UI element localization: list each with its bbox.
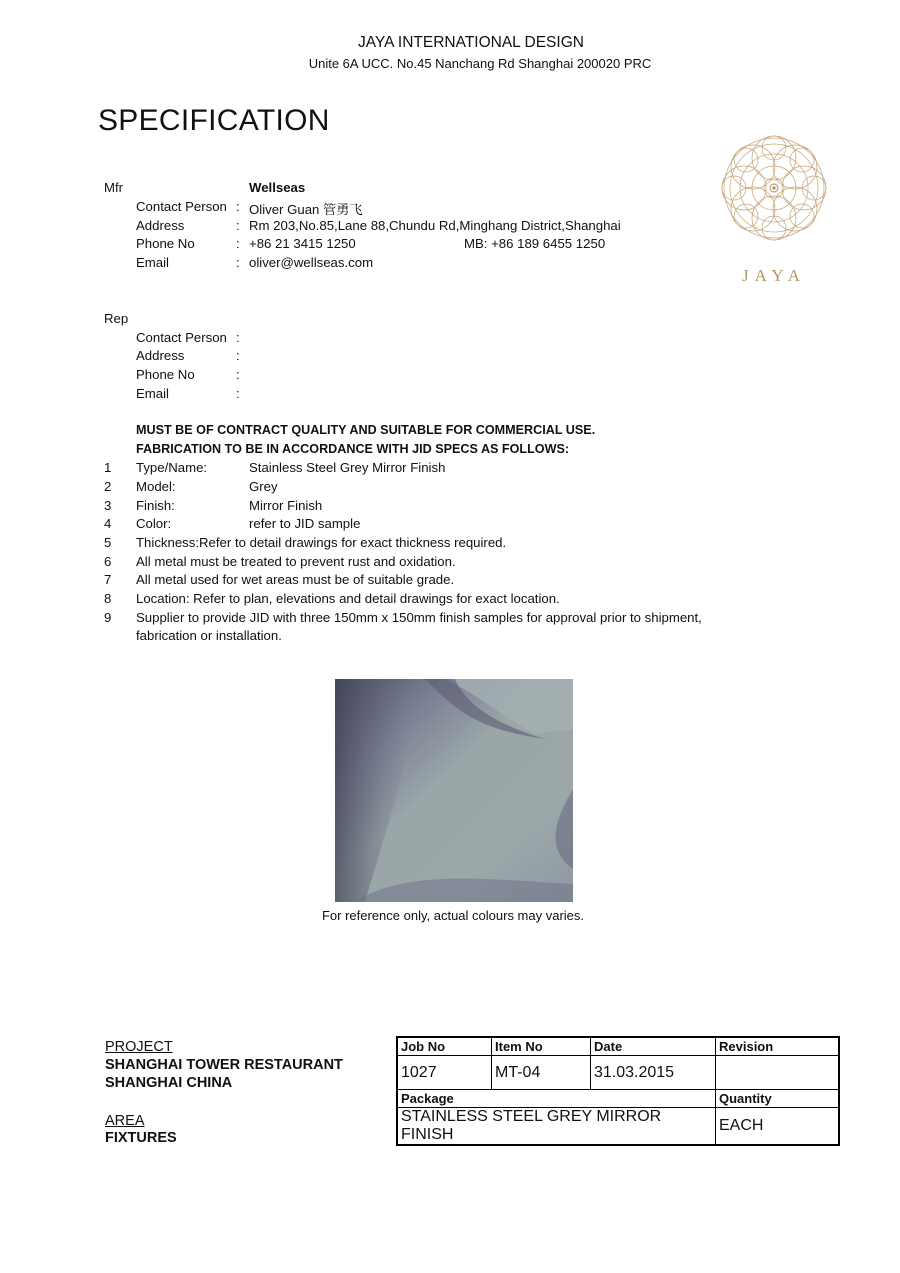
spec-text-continued: fabrication or installation. [136, 628, 282, 643]
rep-sep: : [236, 386, 240, 401]
job-no-value: 1027 [397, 1056, 492, 1090]
spec-number: 9 [104, 610, 112, 625]
notice-line-1: MUST BE OF CONTRACT QUALITY AND SUITABLE FOR COMMERCIAL USE. [136, 423, 596, 437]
spec-label: Color: [136, 516, 172, 531]
mfr-sep: : [236, 255, 240, 270]
project-name: SHANGHAI TOWER RESTAURANT [105, 1057, 343, 1073]
item-no-value: MT-04 [492, 1056, 591, 1090]
mfr-sep: : [236, 236, 240, 251]
mfr-sep: : [236, 199, 240, 214]
revision-value [716, 1056, 840, 1090]
header-revision: Revision [716, 1037, 840, 1056]
mfr-name: Wellseas [249, 180, 306, 195]
spec-label: Model: [136, 479, 176, 494]
spec-text: Location: Refer to plan, elevations and detail drawings for exact location. [136, 591, 560, 606]
jaya-logo [718, 132, 830, 292]
spec-number: 8 [104, 591, 112, 606]
company-address: Unite 6A UCC. No.45 Nanchang Rd Shanghai 200020 PRC [308, 56, 652, 71]
rep-label-address: Address [136, 348, 185, 363]
mfr-address-value: Rm 203,No.85,Lane 88,Chundu Rd,Minghang District,Shanghai [249, 218, 621, 233]
rep-sep: : [236, 348, 240, 363]
header-item-no: Item No [492, 1037, 591, 1056]
area-heading: AREA [105, 1113, 145, 1129]
rep-sep: : [236, 367, 240, 382]
spec-number: 5 [104, 535, 112, 550]
jaya-rosette-logo-icon [718, 132, 830, 252]
mirror-finish-swatch [335, 679, 573, 902]
spec-value: Grey [249, 479, 278, 494]
job-info-table [396, 1036, 840, 1146]
header-package: Package [397, 1090, 716, 1108]
spec-value: refer to JID sample [249, 516, 361, 531]
spec-value: Stainless Steel Grey Mirror Finish [249, 460, 446, 475]
mfr-label-contact: Contact Person [136, 199, 227, 214]
project-location: SHANGHAI CHINA [105, 1075, 233, 1091]
spec-text: All metal must be treated to prevent rust and oxidation. [136, 554, 456, 569]
spec-number: 3 [104, 498, 112, 513]
project-heading: PROJECT [105, 1039, 173, 1055]
mfr-label-address: Address [136, 218, 185, 233]
company-name: JAYA INTERNATIONAL DESIGN [358, 34, 584, 51]
spec-number: 7 [104, 572, 112, 587]
mfr-email-value: oliver@wellseas.com [249, 255, 374, 270]
header-quantity: Quantity [716, 1090, 840, 1108]
quantity-value: EACH [716, 1108, 840, 1146]
mfr-phone-value: +86 21 3415 1250 [249, 236, 356, 251]
rep-label-contact: Contact Person [136, 330, 227, 345]
header-job-no: Job No [397, 1037, 492, 1056]
spec-number: 1 [104, 460, 112, 475]
material-sample-image [335, 679, 573, 902]
spec-number: 4 [104, 516, 112, 531]
package-value: STAINLESS STEEL GREY MIRROR FINISH [397, 1108, 716, 1146]
area-value: FIXTURES [105, 1130, 177, 1146]
mfr-contact-value: Oliver Guan 管勇飞 [249, 202, 363, 217]
mfr-mobile-value: MB: +86 189 6455 1250 [464, 236, 606, 251]
header-date: Date [591, 1037, 716, 1056]
page-title: SPECIFICATION [98, 104, 330, 137]
spec-label: Type/Name: [136, 460, 208, 475]
mfr-sep: : [236, 218, 240, 233]
rep-label-email: Email [136, 386, 169, 401]
spec-number: 2 [104, 479, 112, 494]
mfr-label-phone: Phone No [136, 236, 195, 251]
date-value: 31.03.2015 [591, 1056, 716, 1090]
mfr-label-email: Email [136, 255, 169, 270]
spec-number: 6 [104, 554, 112, 569]
notice-line-2: FABRICATION TO BE IN ACCORDANCE WITH JID SPECS AS FOLLOWS: [136, 442, 570, 456]
spec-text: Thickness:Refer to detail drawings for exact thickness required. [136, 535, 507, 550]
sample-caption: For reference only, actual colours may varies. [321, 908, 585, 923]
spec-text: Supplier to provide JID with three 150mm x 150mm finish samples for approval prior to shipment, [136, 610, 702, 625]
mfr-heading: Mfr [104, 180, 124, 195]
rep-sep: : [236, 330, 240, 345]
spec-text: All metal used for wet areas must be of suitable grade. [136, 572, 455, 587]
spec-label: Finish: [136, 498, 175, 513]
spec-value: Mirror Finish [249, 498, 323, 513]
logo-text: JAYA [741, 266, 806, 285]
rep-label-phone: Phone No [136, 367, 195, 382]
rep-heading: Rep [104, 311, 129, 326]
